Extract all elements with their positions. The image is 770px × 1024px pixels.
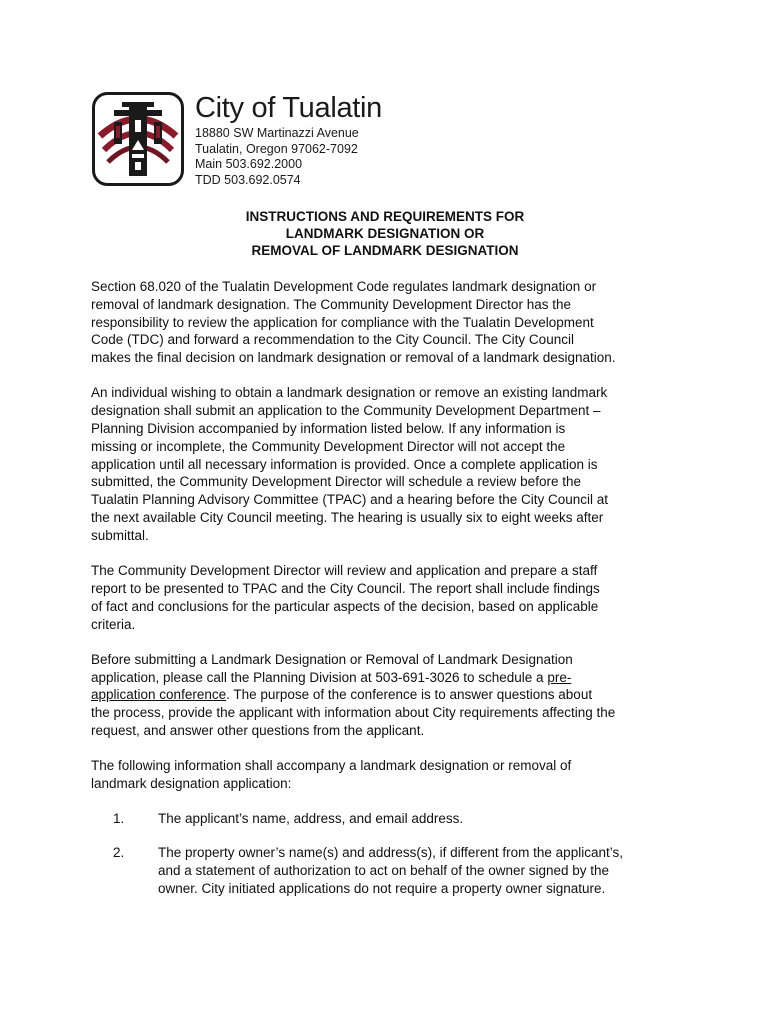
text-line: and a statement of authorization to act on behalf of the owner signed by the: [158, 863, 610, 879]
org-tdd-phone: TDD 503.692.0574: [195, 172, 301, 187]
text-line: responsibility to review the application for compliance with the Tualatin Development: [91, 314, 594, 330]
paragraph-pre-application: [91, 651, 691, 740]
text-line: of fact and conclusions for the particular aspects of the decision, based on applicable: [91, 598, 599, 614]
text-line: removal of landmark designation. The Community Development Director has the: [91, 296, 571, 312]
text-line: makes the final decision on landmark designation or removal of a landmark designation.: [91, 350, 616, 366]
list-item: [91, 810, 691, 828]
title-line: REMOVAL OF LANDMARK DESIGNATION: [251, 243, 519, 258]
text-line: owner. City initiated applications do not require a property owner signature.: [158, 880, 606, 896]
city-seal-icon: [92, 92, 184, 186]
list-item-number: 2.: [113, 845, 125, 861]
text-fragment: . The purpose of the conference is to answer questions about: [226, 687, 593, 703]
text-line: the next available City Council meeting. The hearing is usually six to eight weeks after: [91, 510, 604, 526]
text-line: The property owner’s name(s) and address(s), if different from the applicant’s,: [158, 845, 623, 861]
pre-application-conference-link[interactable]: pre-: [547, 669, 572, 685]
text-line: request, and answer other questions from the applicant.: [91, 723, 425, 739]
text-line: The Community Development Director will review and application and prepare a staff: [91, 563, 598, 579]
paragraph-application-process: [91, 384, 691, 544]
title-line: LANDMARK DESIGNATION OR: [285, 226, 485, 241]
org-info: [195, 92, 395, 188]
org-street: 18880 SW Martinazzi Avenue: [195, 126, 359, 140]
text-line: An individual wishing to obtain a landmark designation or remove an existing landmark: [91, 385, 608, 401]
text-line: [91, 669, 691, 687]
text-line: submitted, the Community Development Director will schedule a review before the: [91, 474, 581, 490]
text-line: criteria.: [91, 616, 136, 632]
org-city-state: Tualatin, Oregon 97062-7092: [195, 141, 358, 156]
title-line: INSTRUCTIONS AND REQUIREMENTS FOR: [245, 209, 525, 224]
text-line: The following information shall accompany a landmark designation or removal of: [91, 758, 572, 774]
text-line: Section 68.020 of the Tualatin Development Code regulates landmark designation or: [91, 279, 597, 294]
text-fragment: application, please call the Planning Division at 503-691-3026 to schedule a: [91, 669, 548, 685]
text-line: missing or incomplete, the Community Development Director will not accept the: [91, 438, 566, 454]
text-line: report to be presented to TPAC and the City Council. The report shall include findings: [91, 580, 600, 596]
text-line: landmark designation application:: [91, 776, 292, 792]
pre-application-conference-link[interactable]: application conference: [91, 687, 227, 703]
text-line: Code (TDC) and forward a recommendation to the City Council. The City Council: [91, 332, 574, 348]
text-line: Before submitting a Landmark Designation or Removal of Landmark Designation: [91, 651, 573, 667]
document-title: [0, 208, 770, 259]
paragraph-required-info-intro: [91, 757, 691, 793]
text-line: submittal.: [91, 527, 149, 543]
text-line: application until all necessary information is provided. Once a complete application is: [91, 456, 598, 472]
paragraph-section-overview: [91, 278, 691, 367]
text-line: The applicant’s name, address, and email address.: [158, 811, 464, 827]
text-line: the process, provide the applicant with information about City requirements affecting the: [91, 705, 616, 721]
text-line: [91, 686, 691, 704]
text-line: designation shall submit an application to the Community Development Department –: [91, 403, 601, 419]
list-item-number: 1.: [113, 811, 125, 827]
paragraph-staff-report: [91, 562, 691, 633]
org-name: City of Tualatin: [195, 92, 383, 124]
letterhead: [92, 92, 392, 190]
text-line: Planning Division accompanied by information listed below. If any information is: [91, 421, 566, 437]
text-line: Tualatin Planning Advisory Committee (TPAC) and a hearing before the City Council at: [91, 492, 609, 508]
list-item: [91, 844, 691, 897]
document-body: [91, 278, 691, 914]
org-main-phone: Main 503.692.2000: [195, 157, 303, 171]
